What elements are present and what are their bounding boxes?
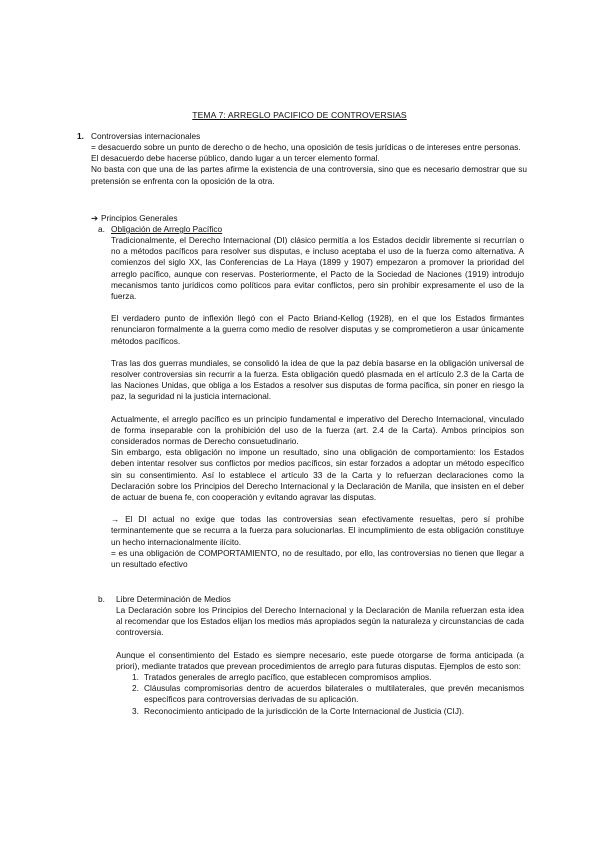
list-item [116, 672, 524, 683]
subsection-b-heading [98, 594, 231, 605]
section-body [91, 142, 527, 187]
paragraph: Sin embargo, esta obligación no impone un resultado, sino una obligación de comportamiento: los Estados deben intentar resolver sus conflictos por medios pacíficos, sin estar forzados a adoptar un método específico sin su consentimiento. Así lo establece el artículo 33 de la Carta y lo refuerzan declaraciones como la Declaración sobre los Principios del Derecho Internacional y la Declaración de Manila, que insisten en el deber de actuar de buena fe, con cooperación y evitando agravar las disputas. [111, 447, 524, 503]
arrow-icon: ➔ [91, 213, 98, 223]
document-title: TEMA 7: ARREGLO PACIFICO DE CONTROVERSIAS [192, 110, 407, 120]
subsection-a-body [111, 235, 524, 581]
list-text: Tratados generales de arreglo pacífico, que establecen compromisos amplios. [144, 672, 432, 683]
paragraph: Tras las dos guerras mundiales, se consolidó la idea de que la paz debía basarse en la obligación universal de resolver controversias sin recurrir a la fuerza. Esta obligación quedó plasmada en el artículo 2.3 de la Carta de las Naciones Unidas, que obliga a los Estados a resolver sus disputas de forma pacífica, sin poner en riesgo la paz, la seguridad ni la justicia internacional. [111, 357, 524, 402]
list-text: Reconocimiento anticipado de la jurisdicción de la Corte Internacional de Justicia (CIJ). [144, 705, 465, 716]
paragraph: No basta con que una de las partes afirme la existencia de una controversia, sino que es necesario demostrar que su pretensión se enfrenta con la oposición de la otra. [91, 164, 527, 186]
paragraph: = es una obligación de COMPORTAMIENTO, no de resultado, por ello, las controversias no tienen que llegar a un resultado efectivo [111, 547, 524, 570]
paragraph: Aunque el consentimiento del Estado es siempre necesario, este puede otorgarse de forma anticipada (a priori), mediante tratados que prevean procedimientos de arreglo para futuras disputas. Ejemplos de esto son: [116, 649, 524, 671]
section-number: 1. [77, 131, 84, 141]
principios-heading [91, 213, 178, 224]
subsection-label: a. [98, 224, 105, 234]
paragraph: = desacuerdo sobre un punto de derecho o de hecho, una oposición de tesis jurídicas o de intereses entre personas. [91, 142, 521, 152]
principios-label: Principios Generales [100, 213, 178, 223]
list-number: 2. [132, 683, 139, 694]
paragraph: El verdadero punto de inflexión llegó con el Pacto Briand-Kellog (1928), en el que los Estados firmantes renunciaron formalmente a la guerra como medio de resolver disputas y se comprometieron a usar únicamente métodos pacíficos. [111, 313, 524, 346]
list-number: 3. [132, 705, 139, 716]
section-heading: Controversias internacionales [91, 131, 201, 141]
list-item [116, 706, 524, 717]
paragraph: Actualmente, el arreglo pacífico es un principio fundamental e imperativo del Derecho Internacional, vinculado de forma inseparable con la prohibición del uso de la fuerza (art. 2.4 de la Carta). Ambos principios son considerados normas de Derecho consuetudinario. [111, 413, 524, 447]
paragraph: El desacuerdo debe hacerse público, dando lugar a un tercer elemento formal. [91, 153, 380, 164]
list-text: Cláusulas compromisorias dentro de acuerdos bilaterales o multilaterales, que prevén mecanismos específicos para controversias derivadas de su aplicación. [144, 683, 524, 705]
subsection-label: b. [98, 594, 105, 604]
list-item [116, 683, 524, 705]
examples-list [116, 672, 524, 717]
paragraph: La Declaración sobre los Principios del Derecho Internacional y la Declaración de Manila refuerzan esta idea al recomendar que los Estados elijan los medios más apropiados según la naturaleza y circunstancias de cada controversia. [116, 605, 524, 638]
subsection-a-heading [98, 224, 222, 235]
paragraph: → El DI actual no exige que todas las controversias sean efectivamente resueltas, pero sí prohíbe terminantemente que se recurra a la fuerza para solucionarlas. El incumplimiento de esta obligación constituye un hecho internacionalmente ilícito. [111, 514, 524, 547]
list-number: 1. [132, 672, 139, 683]
subsection-title: Obligación de Arreglo Pacífico [111, 224, 223, 234]
subsection-b-body [116, 605, 524, 717]
paragraph: Tradicionalmente, el Derecho Internacional (DI) clásico permitía a los Estados decidir libremente si recurrían o no a métodos pacíficos para resolver sus disputas, e incluso aceptaba el uso de la fuerza como alternativa. A comienzos del siglo XX, las Conferencias de La Haya (1899 y 1907) empezaron a promover la prioridad del arreglo pacífico, aunque con reservas. Posteriormente, el Pacto de la Sociedad de Naciones (1919) introdujo mecanismos tanto jurídicos como políticos para evitar conflictos, pero sin prohibir expresamente el uso de la fuerza. [111, 235, 524, 302]
subsection-title: Libre Determinación de Medios [116, 594, 231, 604]
